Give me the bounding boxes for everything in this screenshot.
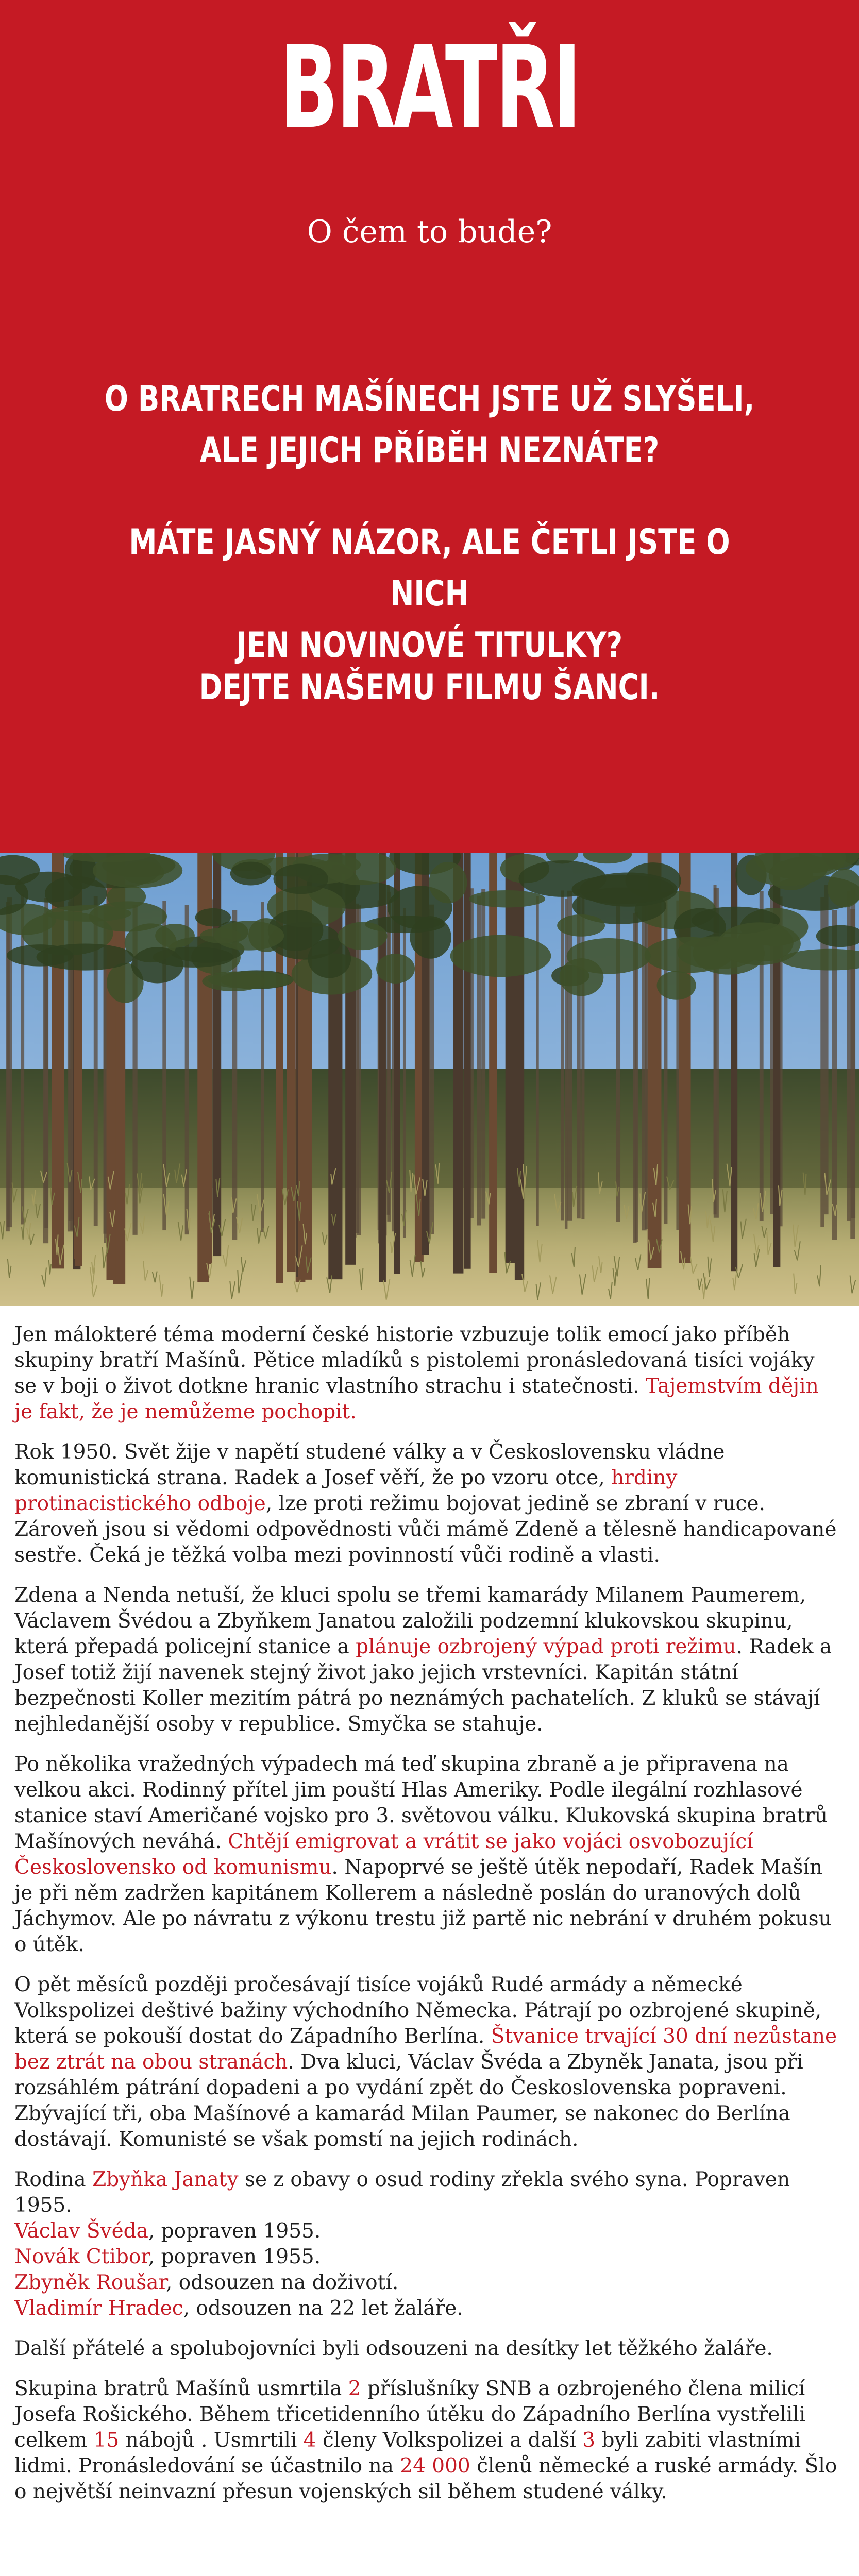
hero-banner [0, 0, 859, 853]
tree-trunk [565, 899, 567, 1229]
highlight-text: Tajemstvím dějin je fakt, že je nemůžeme pochopit. [14, 1375, 819, 1423]
highlight-name: Václav Švéda [14, 2219, 148, 2243]
foliage [338, 922, 388, 950]
list-item [14, 2296, 839, 2321]
highlight-name: Zbyněk Roušar [14, 2271, 166, 2294]
highlight-name: Vladimír Hradec [14, 2297, 183, 2320]
foliage [200, 928, 241, 943]
list-item [14, 2218, 839, 2244]
text: , popraven 1955. [148, 2219, 321, 2243]
film-title-logo: BRATŘI [279, 22, 580, 154]
hero-question-1 [86, 374, 773, 477]
article-body [14, 1322, 839, 2519]
text: členy Volkspolizei a další [316, 2429, 583, 2452]
highlight-number: 24 000 [400, 2454, 470, 2478]
foliage [572, 875, 674, 904]
paragraph-1950 [14, 1439, 839, 1568]
highlight-text: Štvanice trvající 30 dní nezůstane bez ztrát na obou stranách [14, 2025, 837, 2074]
highlight-name: Zbyňka Janaty [92, 2168, 239, 2191]
paragraph-manhunt [14, 1972, 839, 2153]
text: , popraven 1955. [148, 2245, 321, 2268]
tree-trunk [7, 897, 12, 1227]
text: , odsouzen na 22 let žaláře. [183, 2297, 463, 2320]
text: , lze proti režimu bojovat jedině se zbraní v ruce. Zároveň jsou si vědomi odpovědnosti vůči mámě Zdeně a tělesně handicapované sestře. Čeká je těžká volba mezi povinností vůči rodině a vlasti. [14, 1492, 837, 1567]
highlight-number: 2 [348, 2377, 361, 2400]
paragraph-intro [14, 1322, 839, 1425]
text: Rok 1950. Svět žije v napětí studené války a v Československu vládne komunistická strana. Radek a Josef věří, že po vzoru otce, [14, 1440, 725, 1489]
foliage [89, 901, 167, 931]
paragraph-escape [14, 1752, 839, 1958]
text: O pět měsíců později pročesávají tisíce vojáků Rudé armády a německé Volkspolizei deštivé bažiny východního Německa. Pátrají po ozbrojené skupině, která se pokouší dostat do Západního Berlína. [14, 1973, 822, 2048]
tree-trunk [581, 890, 584, 1219]
foliage [557, 914, 605, 937]
hero-question-2 [86, 517, 773, 671]
list-item [14, 2270, 839, 2296]
tree-trunk [345, 853, 356, 1265]
text: Rodina [14, 2168, 93, 2191]
foliage [469, 890, 545, 907]
hero-question-2-line-2: JEN NOVINOVÉ TITULKY? [236, 625, 623, 666]
text: Jen málokteré téma moderní české historie vzbuzuje tolik emocí jako příběh skupiny bratří Mašínů. Pětice mladíků s pistolemi pronásledovaná tisíci vojáky se v boji o život dotkne hranic vlastního strachu i statečnosti. [14, 1323, 815, 1398]
foliage [202, 971, 265, 991]
text: členů německé a ruské armády. Šlo o největší neinvazní přesun vojenských sil během studené války. [14, 2454, 837, 2503]
tree-trunk [561, 890, 564, 1220]
list-item [14, 2244, 839, 2270]
text: Skupina bratrů Mašínů usmrtila [14, 2377, 348, 2400]
text: . Napoprvé se ještě útěk nepodaří, Radek Mašín je při něm zadržen kapitánem Kollerem a následně poslán do uranových dolů Jáchymov. Ale po návratu z výkonu trestu již partě nic nebrání v druhém pokusu o útěk. [14, 1856, 832, 1956]
highlight-number: 4 [303, 2429, 316, 2452]
tree-trunk [453, 853, 463, 1274]
text: Zdena a Nenda netuší, že kluci spolu se třemi kamarády Milanem Paumerem, Václavem Švédou a Zbyňkem Janatou založili podzemní klukovskou skupinu, která přepadá policejní stanice a [14, 1584, 806, 1658]
highlight-text: plánuje ozbrojený výpad proti režimu [356, 1635, 736, 1658]
foliage [274, 864, 328, 894]
hero-question-2-line-1: MÁTE JASNÝ NÁZOR, ALE ČETLI JSTE O NICH [129, 522, 730, 614]
highlight-text: hrdiny protinacistického odboje [14, 1466, 678, 1515]
tree-trunk [489, 853, 497, 1273]
tree-trunk [577, 889, 581, 1218]
tree-trunk [387, 892, 391, 1222]
list-item [14, 2167, 839, 2218]
tree-trunk [21, 894, 24, 1224]
foliage [230, 862, 272, 886]
highlight-name: Novák Ctibor [14, 2245, 148, 2268]
paragraph-group [14, 1583, 839, 1737]
foliage [567, 938, 651, 974]
foliage [131, 947, 183, 983]
hero-call-to-action [86, 662, 773, 714]
text: byli zabiti vlastními lidmi. Pronásledování se účastnilo na [14, 2429, 801, 2478]
text: příslušníky SNB a ozbrojeného člena milicí Josefa Rošického. Během třicetidenního útěku do Západního Berlína vystřelili celkem [14, 2377, 806, 2452]
hero-subtitle: O čem to bude? [307, 214, 552, 250]
highlight-number: 3 [582, 2429, 596, 2452]
text: se z obavy o osud rodiny zřekla svého syna. Popraven 1955. [14, 2168, 790, 2217]
tree-trunk [506, 853, 519, 1263]
foliage [450, 935, 551, 977]
hero-question-1-line-1: O BRATRECH MAŠÍNECH JSTE UŽ SLYŠELI, [104, 379, 755, 419]
text: . Radek a Josef totiž žijí navenek stejný život jako jejich vrstevníci. Kapitán státní bezpečnosti Koller mezitím pátrá po neznámých pachatelích. Z kluků se stávají nejhledanější osoby v republice. Smyčka se stahuje. [14, 1635, 832, 1736]
tree-trunk [357, 905, 361, 1235]
text: Po několika vražedných výpadech má teď skupina zbraně a je připravena na velkou akci. Rodinný přítel jim pouští Hlas Ameriky. Podle ilegální rozhlasové stanice staví Američané vojsko pro 3. světovou válku. Klukovská skupina bratrů Mašínových neváhá. [14, 1753, 828, 1853]
paragraph-victims-list [14, 2167, 839, 2321]
foliage [718, 922, 801, 965]
text: nábojů . Usmrtili [119, 2429, 304, 2452]
foliage [657, 971, 696, 1000]
foliage [376, 954, 415, 984]
forest-photo [0, 853, 859, 1306]
paragraph-statistics [14, 2376, 839, 2505]
tree-trunk [464, 853, 471, 1269]
hero-question-1-line-2: ALE JEJICH PŘÍBĚH NEZNÁTE? [199, 430, 660, 471]
highlight-text: Chtějí emigrovat a vrátit se jako vojáci osvobozující Československo od komunismu [14, 1830, 753, 1879]
foliage [7, 944, 73, 966]
foliage [429, 862, 467, 903]
tree-trunk [567, 891, 572, 1221]
paragraph-others: Další přátelé a spolubojovníci byli odsouzeni na desítky let těžkého žaláře. [14, 2337, 773, 2360]
foliage [155, 924, 195, 948]
highlight-number: 15 [93, 2429, 120, 2452]
hero-call-to-action-line: DEJTE NAŠEMU FILMU ŠANCI. [199, 667, 660, 708]
text: . Dva kluci, Václav Švéda a Zbyněk Janata, jsou při rozsáhlém pátrání dopadeni a po vydání zpět do Československa popraveni. Zbývající tři, oba Mašínové a kamarád Milan Paumer, se nakonec do Berlína dostávají. Komunisté se však pomstí na jejich rodinách. [14, 2050, 803, 2151]
tree-trunk [820, 897, 824, 1227]
text: , odsouzen na doživotí. [165, 2271, 399, 2294]
